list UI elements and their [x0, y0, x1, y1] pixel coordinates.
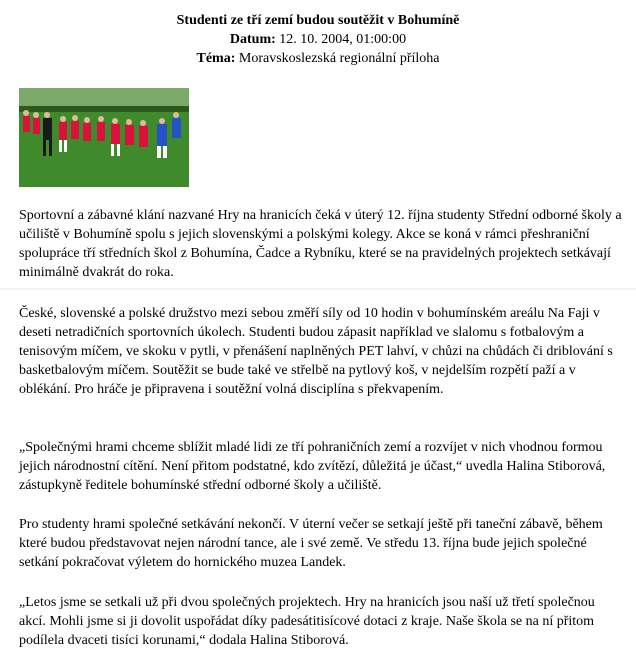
- date-value: 12. 10. 2004, 01:00:00: [279, 32, 407, 47]
- article-topic-line: [0, 49, 636, 68]
- article-paragraph-4: Pro studenty hrami společné setkávání nekončí. V úterní večer se setkají ještě při taneční zábavě, během které budou představovat nejen národní tance, ale i své země. Ve středu 13. října bude jejich společné setkání pokračovat výletem do hornického muzea Landek.: [19, 517, 603, 570]
- article-paragraph-2: České, slovenské a polské družstvo mezi sebou změří síly od 10 hodin v bohumínském areálu Na Faji v deseti netradičních sportovních úkolech. Studenti budou zápasit například ve slalomu s fotbalovým a tenisovým míčem, ve skoku v pytli, v přenášení naplněných PET lahví, v chůzi na chůdách či driblování s basketbalovým míčem. Soutěžit se bude také ve střelbě na pytlový koš, v nejdelším rozpětí paží a v oblékání. Pro hráče je připravena i soutěžní volná disciplína s překvapením.: [19, 306, 613, 397]
- article-paragraph-1: Sportovní a zábavné klání nazvané Hry na hranicích čeká v úterý 12. října studenty Střední odborné školy a učiliště v Bohumíně spolu s jejich slovenskými a polskými kolegy. Akce se koná v rámci přeshraniční spolupráce tří středních škol z Bohumína, Čadce a Rybníku, které se na pravidelných projektech setkávají minimálně dvakrát do roka.: [19, 208, 622, 280]
- article-header: [0, 11, 636, 68]
- article-title: Studenti ze tří zemí budou soutěžit v Bohumíně: [176, 13, 460, 28]
- topic-value: Moravskoslezská regionální příloha: [238, 51, 440, 66]
- date-label: Datum:: [229, 32, 276, 47]
- topic-label: Téma:: [196, 51, 236, 66]
- article-paragraph-3: „Společnými hrami chceme sblížit mladé lidi ze tří pohraničních zemí a rozvíjet v nich vhodnou formou jejich národnostní cítění. Není přitom podstatné, kdo zvítězí, důležitá je účast,“ uvedla Halina Stiborová, zástupkyně ředitele bohumínské střední odborné školy a učiliště.: [19, 440, 606, 493]
- section-divider: [0, 288, 636, 290]
- article-date-line: [0, 30, 636, 49]
- team-photo-image: [19, 88, 189, 187]
- article-paragraph-5: „Letos jsme se setkali už při dvou společných projektech. Hry na hranicích jsou naší už třetí společnou akcí. Mohli jsme si ji dovolit uspořádat díky padesátitisícové dotaci z kraje. Naše škola se na ní přitom podílela dvaceti tisíci korunami,“ dodala Halina Stiborová.: [19, 595, 595, 648]
- article-photo: [19, 88, 189, 187]
